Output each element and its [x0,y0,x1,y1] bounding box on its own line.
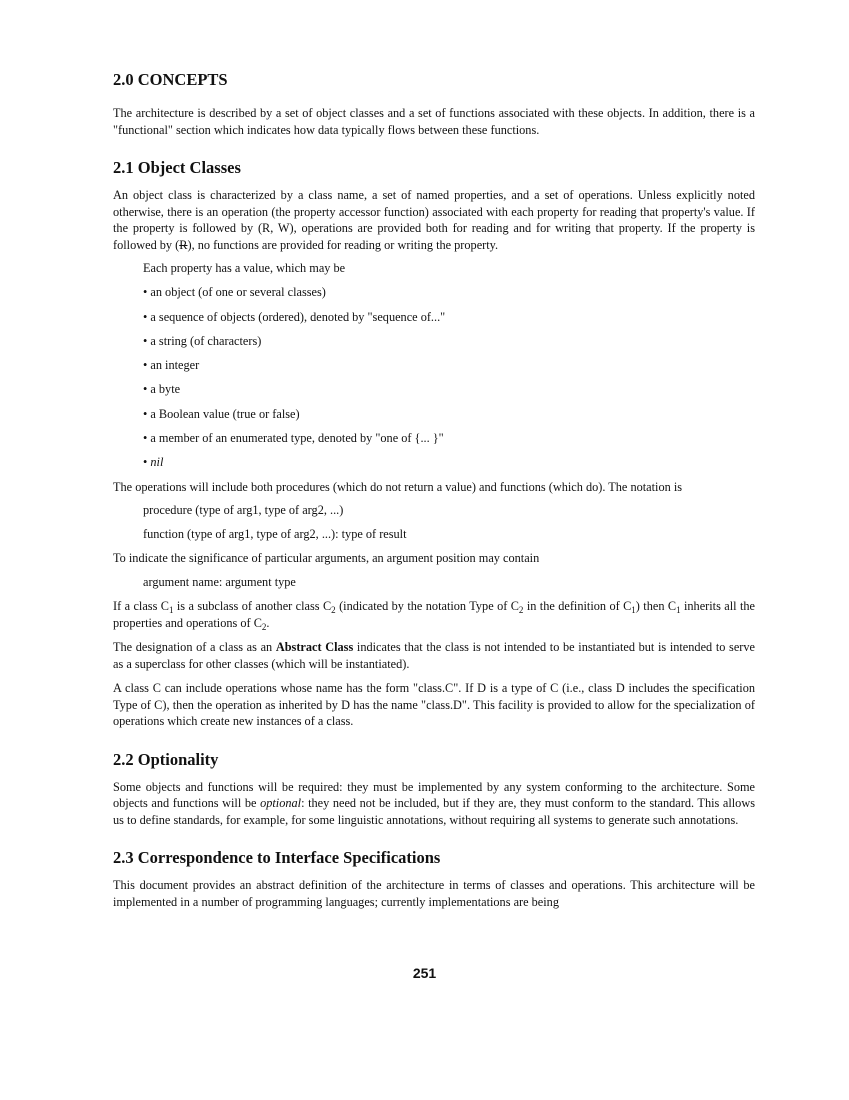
page-number: 251 [412,965,437,981]
object-class-paragraph: An object class is characterized by a class name, a set of named properties, and a set of operations. Unless explicitly noted otherwise, there is an operation (the property accessor function) associated with each property for reading that property's value. If the property is followed by (R, W), operations are provided both for reading and for writing that property. If the property is followed by (R), no functions are provided for reading or writing the property. [113,188,755,252]
bullet-item: • a string (of characters) [143,333,262,348]
section-2-0-title: 2.0 CONCEPTS [113,70,228,89]
argument-notation: argument name: argument type [143,574,296,589]
section-2-2-title: 2.2 Optionality [113,749,219,769]
section-2-0-paragraph: The architecture is described by a set of object classes and a set of functions associated with these objects. In addition, there is a "functional" section which indicates how data typically flows between these functions. [113,106,755,137]
class-c-paragraph: A class C can include operations whose name has the form "class.C". If D is a type of C (i.e., class D includes the specification Type of C), then the operation as inherited by D has the name "class.D". This facility is provided to allow for the specialization of operations which create new instances of a class. [113,681,755,729]
section-2-3-title: 2.3 Correspondence to Interface Specifications [113,848,441,868]
value-intro: Each property has a value, which may be [143,261,346,275]
bullet-item: • a byte [143,382,181,397]
page-body [113,70,755,910]
correspondence-paragraph: This document provides an abstract definition of the architecture in terms of classes and operations. This architecture will be implemented in a number of programming languages; currently implementations are being [113,878,755,909]
optionality-paragraph: Some objects and functions will be required: they must be implemented by any system conforming to the architecture. Some objects and functions will be optional: they need not be included, but if they are, they must conform to the standard. This allows us to define standards, for example, for some linguistic annotations, without requiring all systems to generate such annotations. [113,779,755,827]
function-notation: function (type of arg1, type of arg2, ...): type of result [143,526,407,541]
bullet-item: • an object (of one or several classes) [143,285,326,300]
bullet-item-nil: • nil [143,455,164,470]
bullet-item: • a Boolean value (true or false) [143,406,300,421]
abstract-class-paragraph: The designation of a class as an Abstract Class indicates that the class is not intended to be instantiated but is intended to serve as a superclass for other classes (which will be instantiated). [113,640,755,671]
section-2-1-title: 2.1 Object Classes [113,158,241,177]
argument-intro: To indicate the significance of particular arguments, an argument position may contain [113,551,540,566]
procedure-notation: procedure (type of arg1, type of arg2, ...) [143,503,344,518]
operations-intro: The operations will include both procedures (which do not return a value) and functions (which do). The notation is [113,479,683,494]
bullet-item: • an integer [143,358,200,373]
subclass-paragraph: If a class $C_1$ is a subclass of another class $C_2$ (indicated by the notation Type of $C_2$ in the definition of $C_1$) then $C_1$ inherits all the properties and operations of $C_2$. [113,599,755,632]
bullet-item: • a member of an enumerated type, denoted by "one of {... }" [143,431,444,446]
bullet-item: • a sequence of objects (ordered), denoted by "sequence of..." [143,309,446,324]
